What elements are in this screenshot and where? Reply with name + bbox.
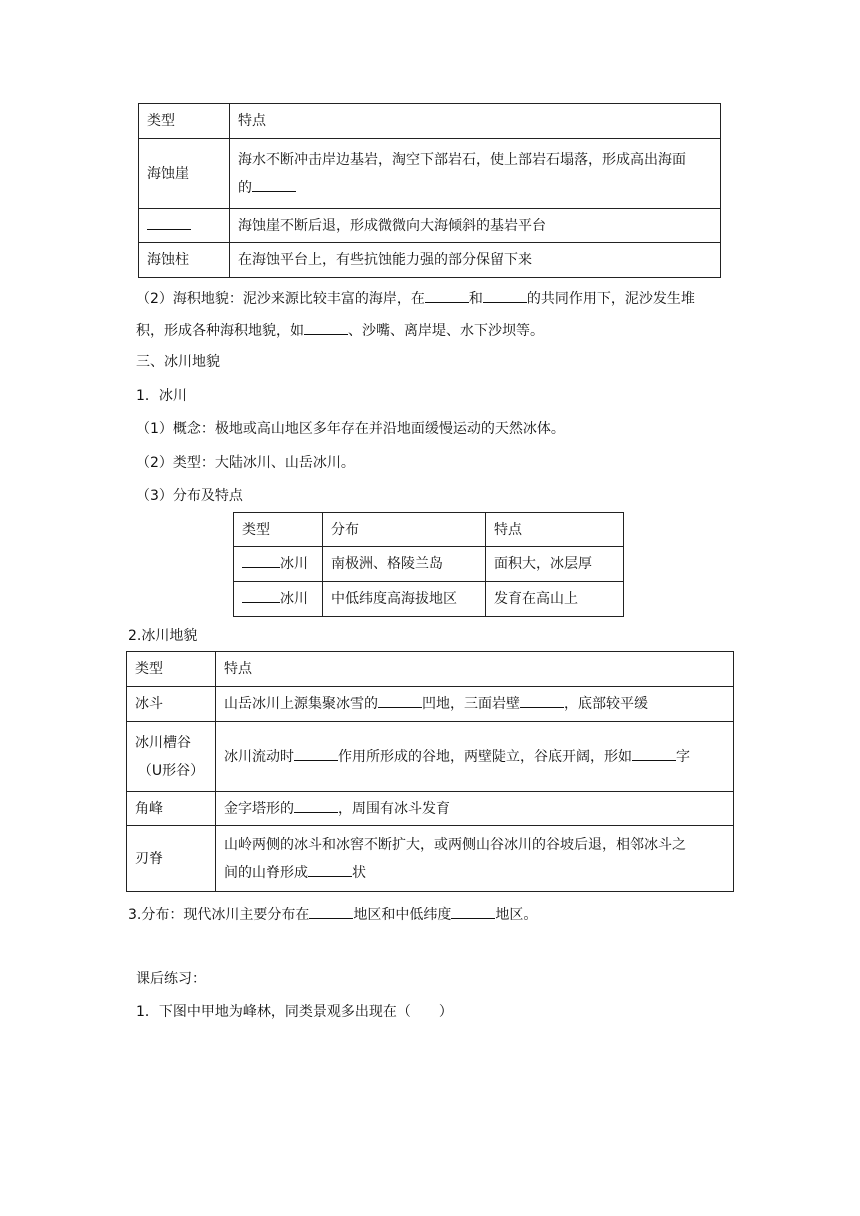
subsection-title: 1．冰川 [136,388,187,404]
table2-row1-feature: 面积大，冰层厚 [486,547,624,582]
table2-row2-distribution: 中低纬度高海拔地区 [323,582,486,617]
marine-deposit-line2: 积，形成各种海积地貌，如 、沙嘴、离岸堤、水下沙坝等。 [136,318,544,341]
table2-row2-feature: 发育在高山上 [486,582,624,617]
table3-row4-type: 刃脊 [127,826,216,892]
fill-blank [252,175,296,192]
question-1: 1．下图中甲地为峰林，同类景观多出现在（ ） [136,1004,453,1020]
table2-header-type: 类型 [234,513,323,547]
table1-row2-feature: 海蚀崖不断后退，形成微微向大海倾斜的基岩平台 [230,209,721,243]
table1-row2-type [139,209,230,243]
table3-row3-feature: 金字塔形的 ，周围有冰斗发育 [216,792,734,826]
table1-row1-type: 海蚀崖 [139,139,230,209]
fill-blank [520,691,564,708]
table3-header-feature: 特点 [216,652,734,687]
table3-row4-feature: 山岭两侧的冰斗和冰窖不断扩大，或两侧山谷冰川的谷坡后退，相邻冰斗之 间的山脊形成 状 [216,826,734,892]
table1-row1-feature-line1: 海水不断冲击岸边基岩，淘空下部岩石，使上部岩石塌落，形成高出海面 [238,151,686,168]
table2-row1-distribution: 南极洲、格陵兰岛 [323,547,486,582]
fill-blank [378,691,422,708]
table3-row2-feature: 冰川流动时 作用所形成的谷地，两壁陡立，谷底开阔，形如 字 [216,722,734,792]
marine-deposit-line1: （2）海积地貌：泥沙来源比较丰富的海岸，在 和 的共同作用下，泥沙发生堆 [136,286,695,309]
fill-blank [309,902,353,919]
table2-header-distribution: 分布 [323,513,486,547]
section-title: 三、冰川地貌 [136,354,220,370]
subsection-title: 2.冰川地貌 [128,628,198,644]
table1-row3-type: 海蚀柱 [139,243,230,278]
fill-blank [304,318,348,335]
fill-blank [425,286,469,303]
table2-row1-type: 冰川 [234,547,323,582]
table1-header-type: 类型 [139,104,230,139]
table3-row1-feature: 山岳冰川上源集聚冰雪的 凹地，三面岩壁 ，底部较平缓 [216,687,734,722]
table2-header-feature: 特点 [486,513,624,547]
distribution-title: （3）分布及特点 [136,488,243,504]
erosion-landform-table [138,103,721,278]
fill-blank [294,796,338,813]
fill-blank [451,902,495,919]
fill-blank [147,213,191,230]
glacier-type-table [233,512,624,617]
fill-blank [483,286,527,303]
fill-blank [632,744,676,761]
table3-row2-type: 冰川槽谷 （U形谷） [127,722,216,792]
table3-row1-type: 冰斗 [127,687,216,722]
glacial-landform-table [126,651,734,892]
table2-row2-type: 冰川 [234,582,323,617]
types-text: （2）类型：大陆冰川、山岳冰川。 [136,455,355,471]
fill-blank [294,744,338,761]
table3-header-type: 类型 [127,652,216,687]
table1-row3-feature: 在海蚀平台上，有些抗蚀能力强的部分保留下来 [230,243,721,278]
fill-blank [242,551,280,568]
distribution-text: 3.分布：现代冰川主要分布在 地区和中低纬度 地区。 [128,902,537,925]
table1-row1-feature [230,139,721,209]
table1-row1-feature-line2: 的 [238,174,712,202]
fill-blank [242,586,280,603]
exercise-title: 课后练习： [136,971,206,987]
concept-text: （1）概念：极地或高山地区多年存在并沿地面缓慢运动的天然冰体。 [136,421,565,437]
table3-row3-type: 角峰 [127,792,216,826]
table1-header-feature: 特点 [230,104,721,139]
fill-blank [308,860,352,877]
